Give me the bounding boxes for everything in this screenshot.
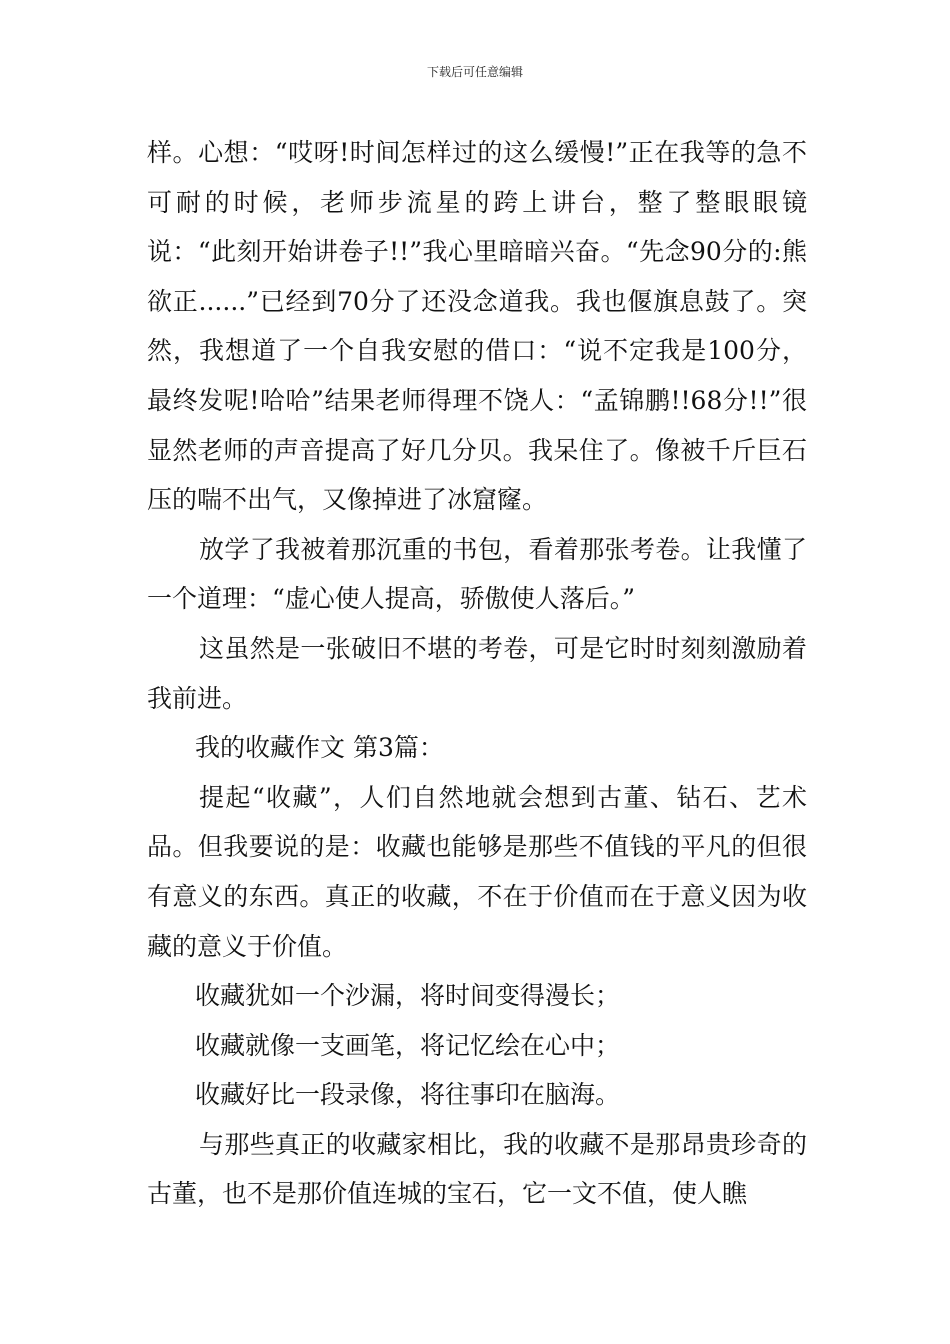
paragraph-exam-story: 样。心想：“哎呀!时间怎样过的这么缓慢!”正在我等的急不可耐的时候，老师步流星的跨上讲台，整了整眼眼镜说：“此刻开始讲卷子!!”我心里暗暗兴奋。“先念90分的:熊欲正......”已经到70分了还没念道我。我也偃旗息鼓了。突然，我想道了一个自我安慰的借口：“说不定我是100分，最终发呢!哈哈”结果老师得理不饶人：“孟锦鹏!!68分!!”很显然老师的声音提高了好几分贝。我呆住了。像被千斤巨石压的喘不出气，又像掉进了冰窟窿。 xyxy=(147,138,807,515)
document-body xyxy=(147,128,807,1219)
page-header: 下载后可任意编辑 xyxy=(426,65,523,79)
paragraph-collection-intro: 提起“收藏”，人们自然地就会想到古董、钻石、艺术品。但我要说的是：收藏也能够是那些不值钱的平凡的但很有意义的东西。真正的收藏，不在于价值而在于意义因为收藏的意义于价值。 xyxy=(147,782,807,961)
paragraph-paintbrush: 收藏就像一支画笔，将记忆绘在心中； xyxy=(195,1030,621,1060)
paragraph-after-school: 放学了我被着那沉重的书包，看着那张考卷。让我懂了一个道理：“虚心使人提高，骄傲使人落后。” xyxy=(147,534,807,614)
paragraph-exam-paper: 这虽然是一张破旧不堪的考卷，可是它时时刻刻激励着我前进。 xyxy=(147,633,807,713)
paragraph-comparison: 与那些真正的收藏家相比，我的收藏不是那昂贵珍奇的古董，也不是那价值连城的宝石，它一文不值，使人瞧 xyxy=(147,1129,807,1209)
section-heading: 我的收藏作文 第3篇： xyxy=(195,733,444,763)
paragraph-video: 收藏好比一段录像，将往事印在脑海。 xyxy=(195,1080,621,1110)
paragraph-hourglass: 收藏犹如一个沙漏，将时间变得漫长； xyxy=(195,981,621,1011)
